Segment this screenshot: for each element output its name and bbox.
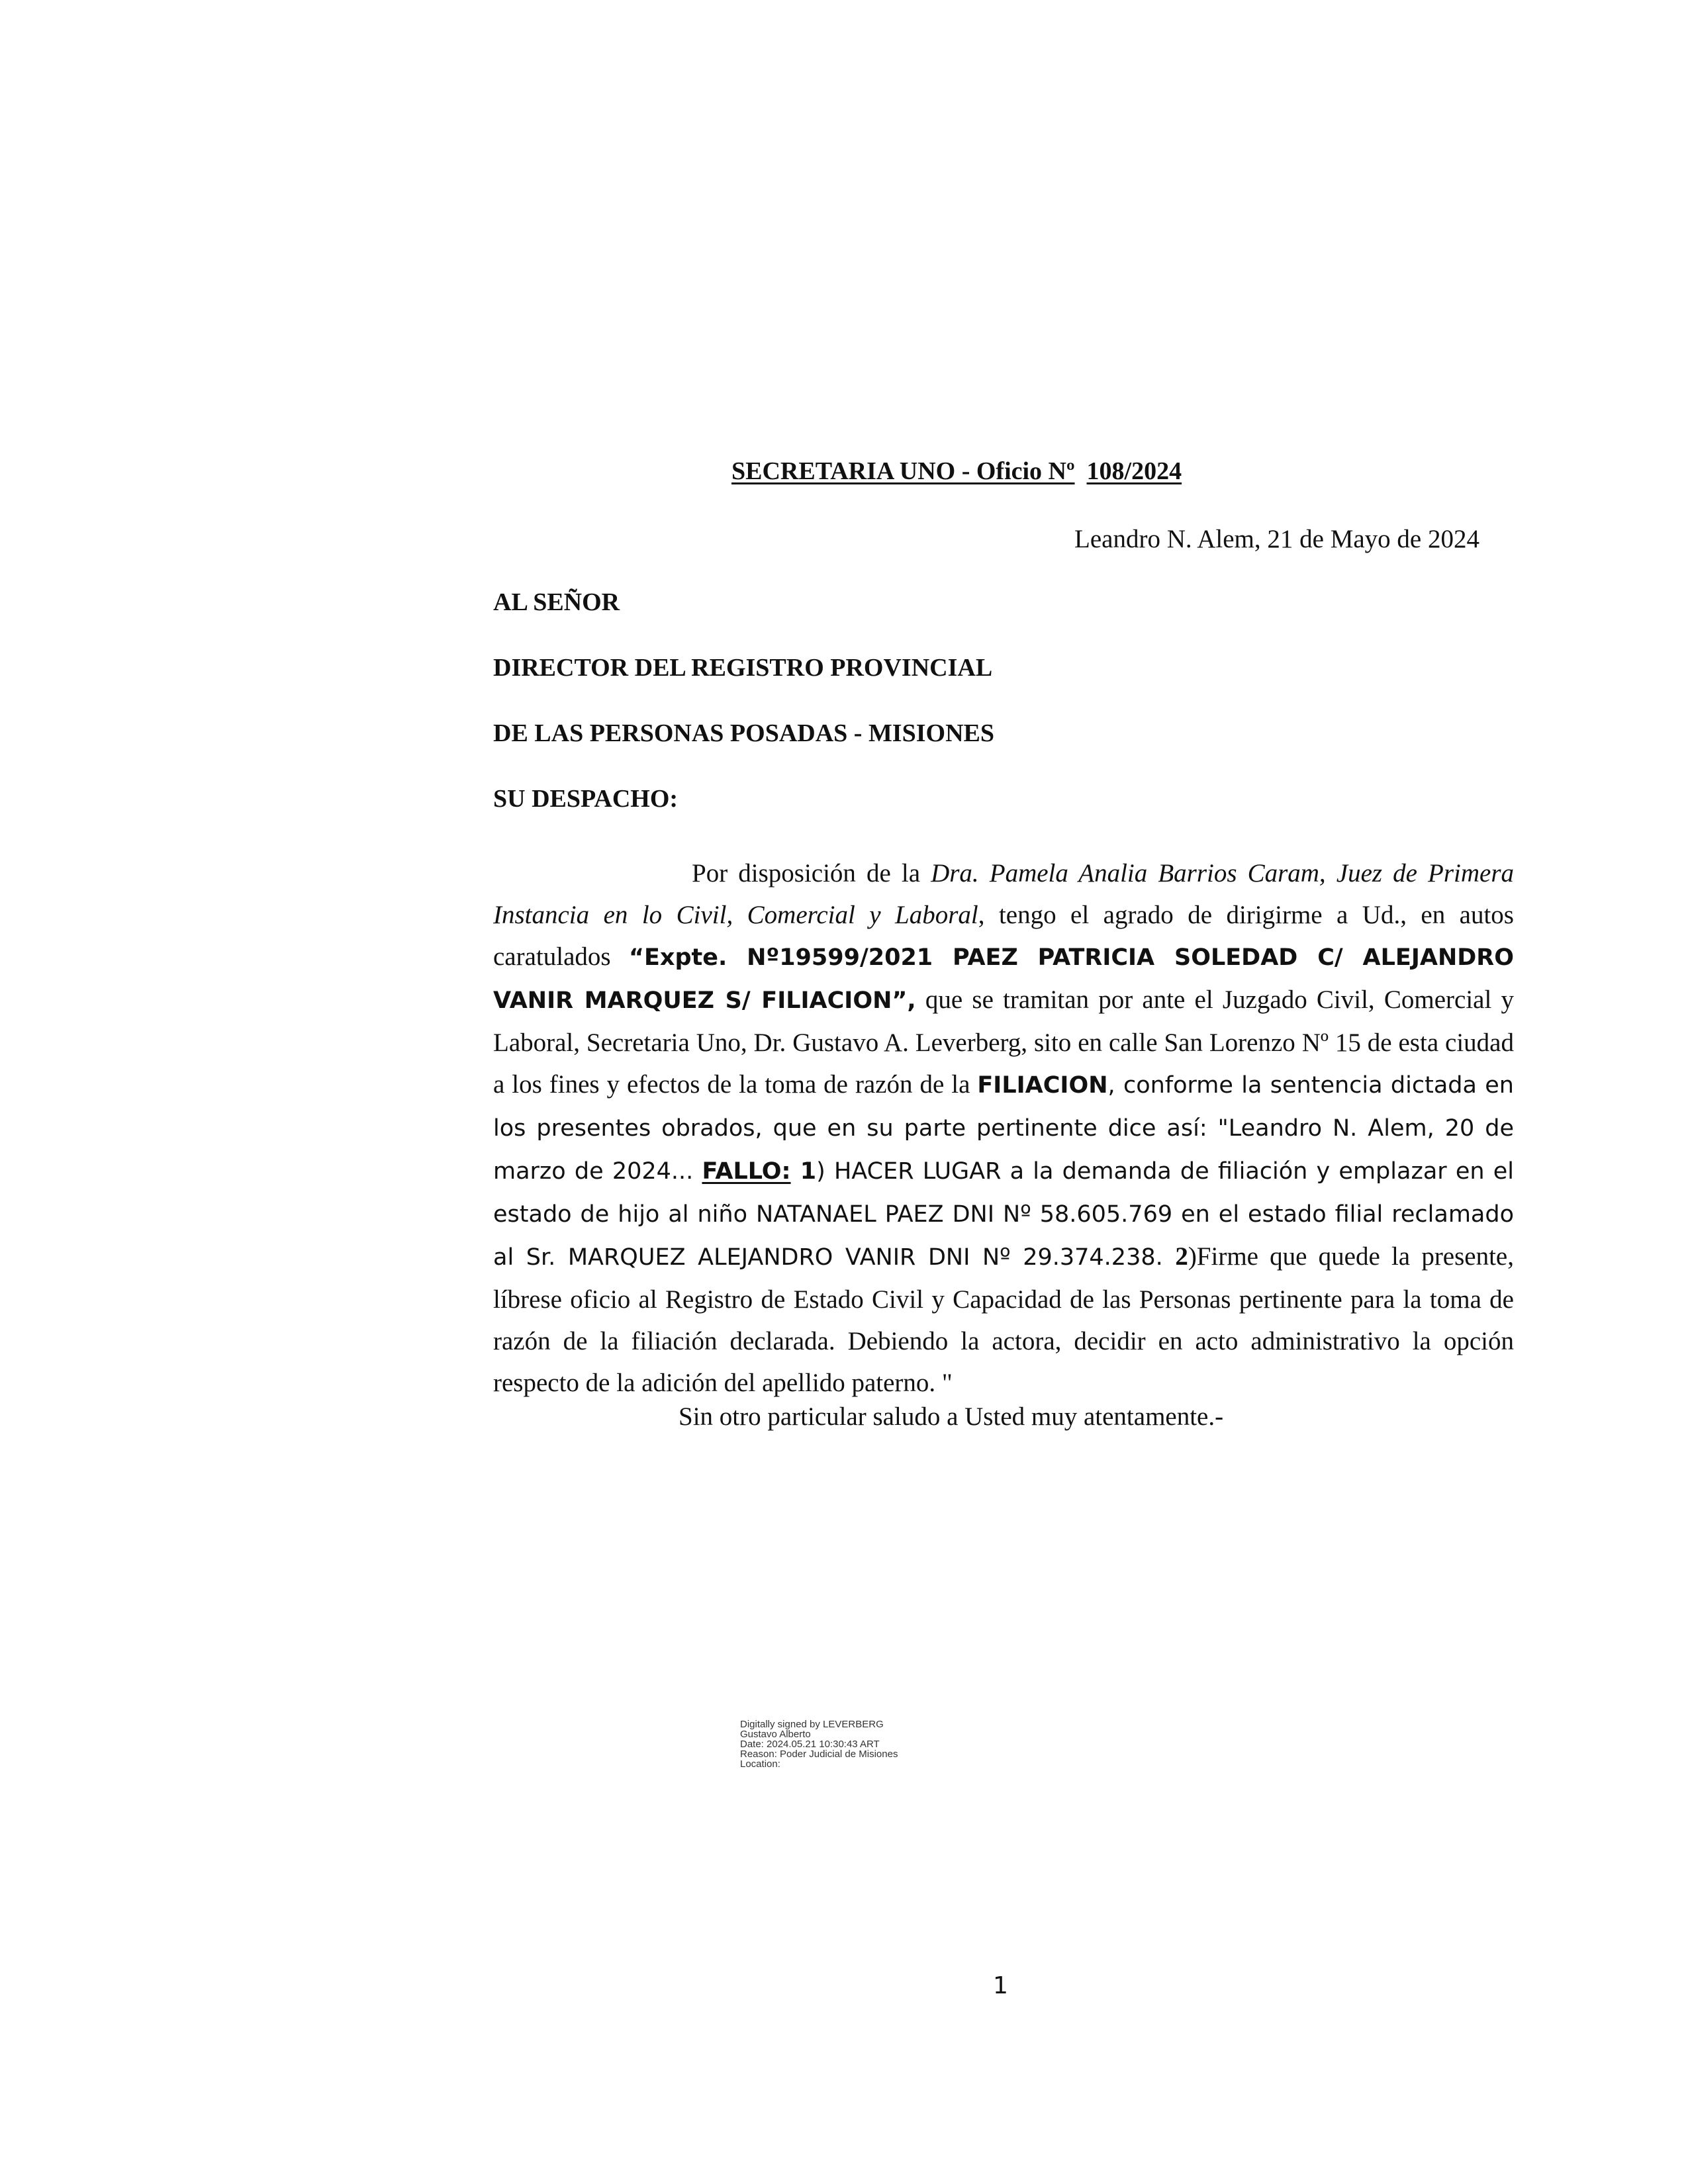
title-number: 108/2024 bbox=[1086, 457, 1182, 485]
signature-line-3: Date: 2024.05.21 10:30:43 ART bbox=[740, 1739, 880, 1750]
closing-line: Sin otro particular saludo a Usted muy atentamente.- bbox=[679, 1402, 1224, 1431]
addressee-line-1: AL SEÑOR bbox=[493, 588, 620, 616]
body-text-3: que se tramitan por ante el Juzgado Civil, Comercial y Laboral, Secretaria Uno, Dr. Gustavo A. Leverberg, sito en calle San Lorenzo Nº 15 de esta ciudad a los fines y efectos de la toma de razón de la bbox=[493, 985, 1514, 1099]
signature-line-5: Location: bbox=[740, 1758, 780, 1770]
title-prefix: SECRETARIA UNO - Oficio Nº bbox=[731, 457, 1075, 485]
body-paragraph bbox=[493, 852, 1514, 1404]
digital-signature bbox=[740, 1719, 1005, 1769]
judge-name: Dra. Pamela Analia Barrios Caram, Juez de Primera Instancia en lo Civil, Comercial y Laboral bbox=[493, 859, 1514, 929]
body-text-5: ) HACER LUGAR a la demanda de filiación y emplazar en el estado de hijo al niño NATANAEL PAEZ DNI Nº 58.605.769 en el estado filial reclamado al Sr. MARQUEZ ALEJANDRO VANIR DNI Nº 29.374.238. bbox=[493, 1158, 1514, 1271]
case-title: “Expte. Nº19599/2021 PAEZ PATRICIA SOLEDAD C/ ALEJANDRO VANIR MARQUEZ S/ FILIACION”, bbox=[493, 944, 1514, 1014]
addressee-line-2: DIRECTOR DEL REGISTRO PROVINCIAL bbox=[493, 654, 993, 682]
addressee-line-3: DE LAS PERSONAS POSADAS - MISIONES bbox=[493, 719, 994, 747]
body-text-2: , tengo el agrado de dirigirme a Ud., en autos caratulados bbox=[493, 901, 1514, 971]
ruling-number-1: 1 bbox=[790, 1158, 817, 1185]
document-title bbox=[731, 457, 1182, 486]
page-number: 1 bbox=[993, 1972, 1008, 1999]
fallo-label: FALLO: bbox=[702, 1158, 791, 1185]
signature-line-2: Gustavo Alberto bbox=[740, 1729, 811, 1740]
addressee-line-4: SU DESPACHO: bbox=[493, 785, 679, 813]
ruling-number-2: 2 bbox=[1175, 1242, 1188, 1271]
body-text-6: )Firme que quede la presente, líbrese oficio al Registro de Estado Civil y Capacidad de las Personas pertinente para la toma de razón de la filiación declarada. Debiendo la actora, decidir en acto administrativo la opción respecto de la adición del apellido paterno. " bbox=[493, 1242, 1514, 1397]
filiacion-term: FILIACION bbox=[977, 1072, 1108, 1099]
date-line: Leandro N. Alem, 21 de Mayo de 2024 bbox=[1074, 525, 1479, 553]
body-text-4: , conforme la sentencia dictada en los presentes obrados, que en su parte pertinente dice así: "Leandro N. Alem, 20 de marzo de 2024... bbox=[493, 1072, 1514, 1185]
body-text-1: Por disposición de la bbox=[692, 859, 931, 887]
signature-line-1: Digitally signed by LEVERBERG bbox=[740, 1719, 884, 1730]
signature-line-4: Reason: Poder Judicial de Misiones bbox=[740, 1749, 898, 1760]
